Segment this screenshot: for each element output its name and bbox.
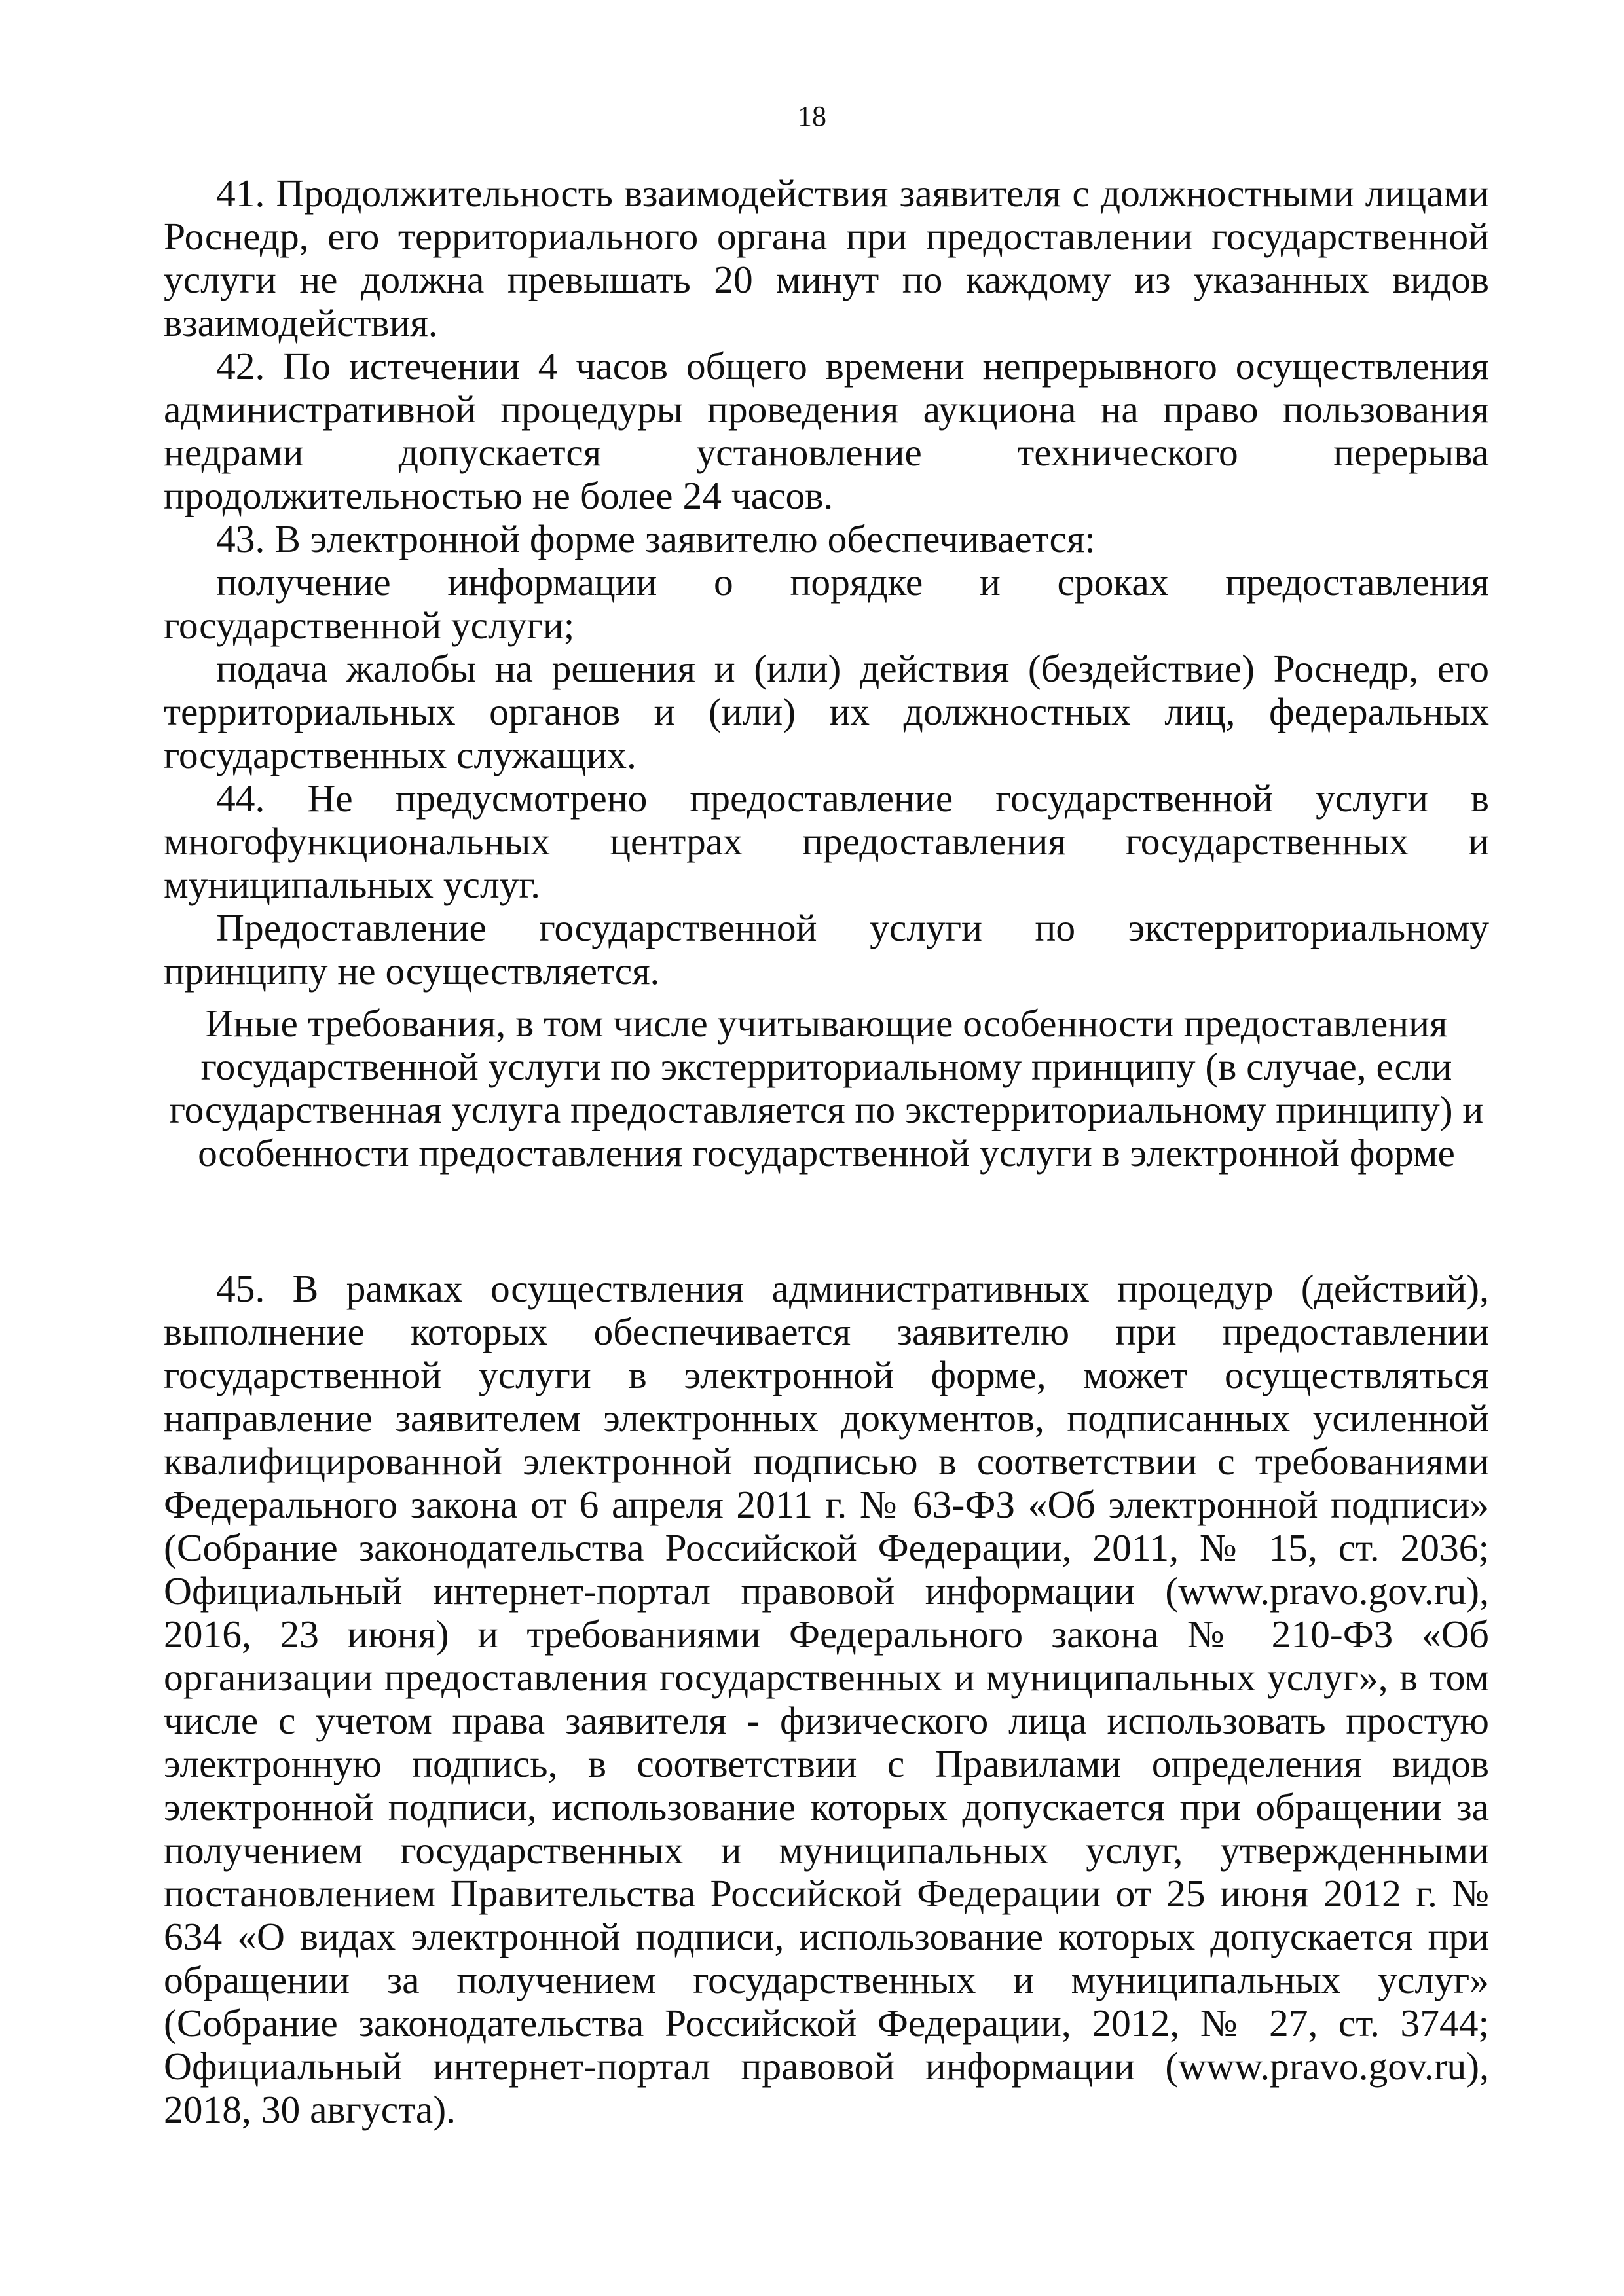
top-text-block xyxy=(164,172,1489,993)
paragraph-45: 45. В рамках осуществления административных процедур (действий), выполнение которых обеспечивается заявителю при предоставлении государственной услуги в электронной форме, может осуществляться направление заявителем электронных документов, подписанных усиленной квалифицированной электронной подписью в соответствии с требованиями Федерального закона от 6 апреля 2011 г. № 63-ФЗ «Об электронной подписи» (Собрание законодательства Российской Федерации, 2011, № 15, ст. 2036; Официальный интернет-портал правовой информации (www.pravo.gov.ru), 2016, 23 июня) и требованиями Федерального закона № 210-ФЗ «Об организации предоставления государственных и муниципальных услуг», в том числе с учетом права заявителя - физического лица использовать простую электронную подпись, в соответствии с Правилами определения видов электронной подписи, использование которых допускается при обращении за получением государственных и муниципальных услуг, утвержденными постановлением Правительства Российской Федерации от 25 июня 2012 г. № 634 «О видах электронной подписи, использование которых допускается при обращении за получением государственных и муниципальных услуг» (Собрание законодательства Российской Федерации, 2012, № 27, ст. 3744; Официальный интернет-портал правовой информации (www.pravo.gov.ru), 2018, 30 августа). xyxy=(164,1267,1489,2131)
page-number: 18 xyxy=(798,100,826,132)
paragraph-43-item-complaint: подача жалобы на решения и (или) действия (бездействие) Роснедр, его территориальных органов и (или) их должностных лиц, федеральных государственных служащих. xyxy=(164,647,1489,776)
section-heading-line: особенности предоставления государственной услуги в электронной форме xyxy=(198,1131,1455,1175)
bottom-text-block xyxy=(164,1267,1489,2131)
section-heading xyxy=(164,1002,1489,1175)
paragraph-43: 43. В электронной форме заявителю обеспечивается: xyxy=(216,517,1096,560)
section-heading-line: государственной услуги по экстерриториальному принципу (в случае, если xyxy=(200,1045,1452,1088)
paragraph-42: 42. По истечении 4 часов общего времени непрерывного осуществления административной процедуры проведения аукциона на право пользования недрами допускается установление технического перерыва продолжительностью не более 24 часов. xyxy=(164,344,1489,517)
paragraph-44-extraterritorial: Предоставление государственной услуги по экстерриториальному принципу не осуществляется. xyxy=(164,906,1489,993)
paragraph-41: 41. Продолжительность взаимодействия заявителя с должностными лицами Роснедр, его территориального органа при предоставлении государственной услуги не должна превышать 20 минут по каждому из указанных видов взаимодействия. xyxy=(164,172,1489,344)
paragraph-43-item-info: получение информации о порядке и сроках предоставления государственной услуги; xyxy=(164,560,1489,647)
section-heading-line: Иные требования, в том числе учитывающие особенности предоставления xyxy=(205,1002,1448,1045)
section-heading-line: государственная услуга предоставляется по экстерриториальному принципу) и xyxy=(169,1088,1484,1131)
paragraph-44: 44. Не предусмотрено предоставление государственной услуги в многофункциональных центрах предоставления государственных и муниципальных услуг. xyxy=(164,776,1489,906)
